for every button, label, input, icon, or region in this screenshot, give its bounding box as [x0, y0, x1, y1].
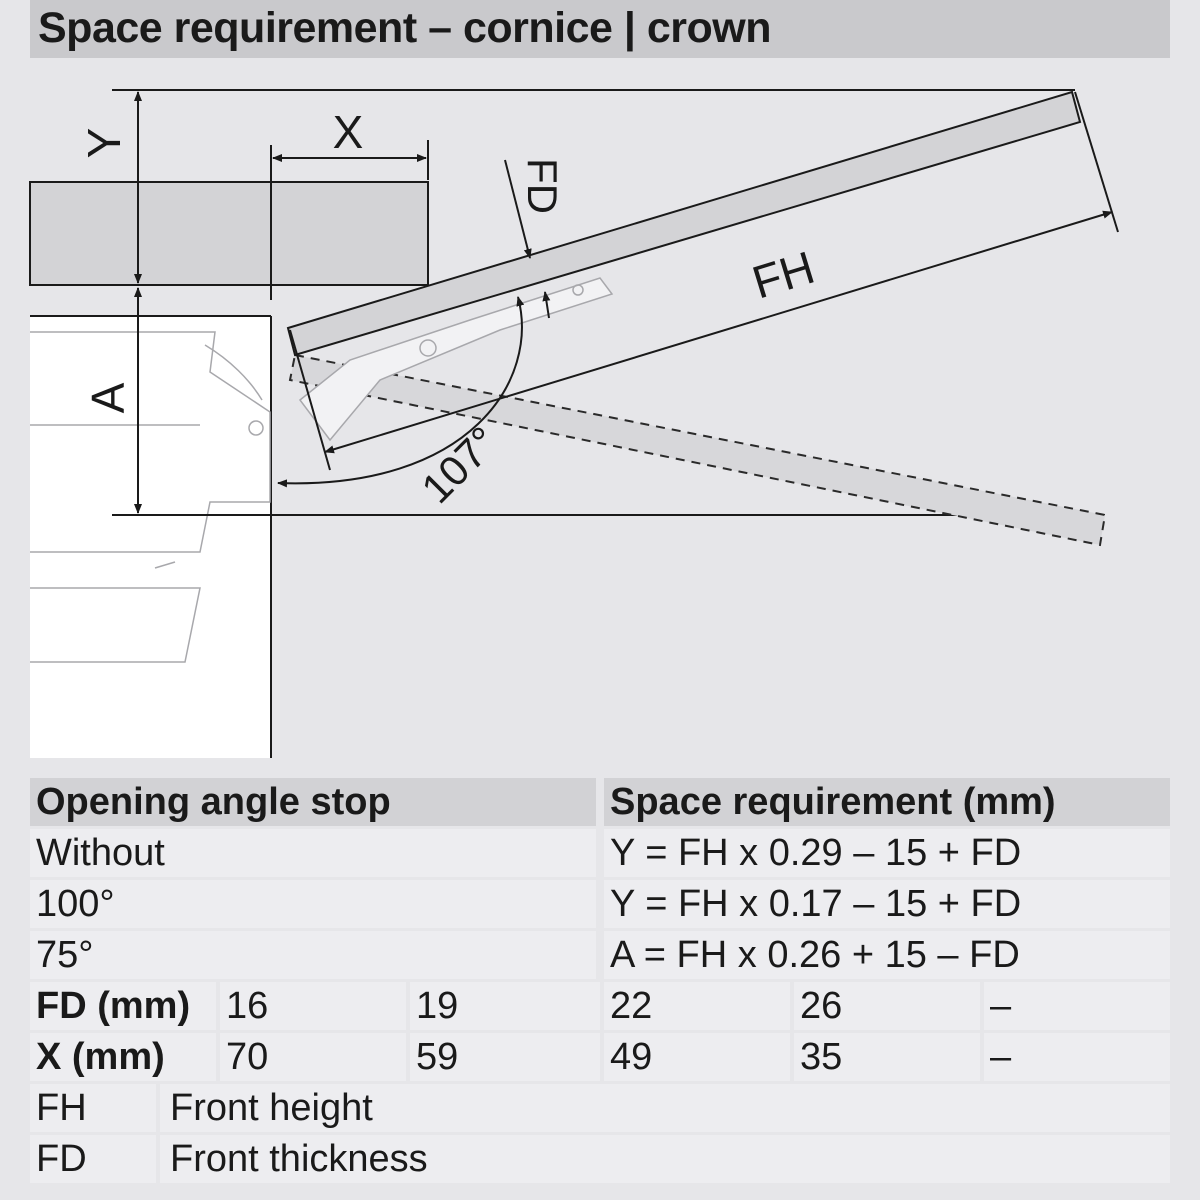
fh-label: FH [746, 240, 821, 309]
space-requirement-table [30, 778, 1170, 1186]
fd-row-label: FD (mm) [30, 982, 216, 1030]
legend-abbr: FH [30, 1084, 156, 1132]
legend-meaning: Front thickness [160, 1135, 1170, 1183]
cornice-block [30, 182, 428, 285]
fd-value: 26 [794, 982, 980, 1030]
x-label: X [332, 106, 364, 158]
space-requirement-diagram [0, 60, 1200, 760]
formula-cell: Y = FH x 0.17 – 15 + FD [604, 880, 1170, 928]
formula-cell: A = FH x 0.26 + 15 – FD [604, 931, 1170, 979]
table-header-row [30, 778, 1170, 826]
x-value: 35 [794, 1033, 980, 1081]
title-bar [30, 0, 1170, 58]
x-value: 59 [410, 1033, 600, 1081]
legend-abbr: FD [30, 1135, 156, 1183]
header-space-requirement: Space requirement (mm) [604, 778, 1170, 826]
angle-label: 107° [412, 417, 508, 513]
header-opening-angle-stop: Opening angle stop [30, 778, 596, 826]
closed-flap-ghost [290, 355, 1105, 545]
x-row-label: X (mm) [30, 1033, 216, 1081]
stop-cell: Without [30, 829, 596, 877]
x-value: – [984, 1033, 1170, 1081]
x-value: 70 [220, 1033, 406, 1081]
fh-top-extension [1075, 92, 1118, 232]
x-row [30, 1033, 1170, 1081]
legend-row [30, 1135, 1170, 1183]
legend-row [30, 1084, 1170, 1132]
table-row [30, 880, 1170, 928]
fd-value: 19 [410, 982, 600, 1030]
x-value: 49 [604, 1033, 790, 1081]
table-row [30, 829, 1170, 877]
fd-value: – [984, 982, 1170, 1030]
fd-value: 22 [604, 982, 790, 1030]
formula-cell: Y = FH x 0.29 – 15 + FD [604, 829, 1170, 877]
legend-meaning: Front height [160, 1084, 1170, 1132]
table-row [30, 931, 1170, 979]
stop-cell: 75° [30, 931, 596, 979]
page-title: Space requirement – cornice | crown [38, 4, 771, 52]
stop-cell: 100° [30, 880, 596, 928]
fd-value: 16 [220, 982, 406, 1030]
fd-row [30, 982, 1170, 1030]
a-label: A [82, 382, 134, 414]
cabinet-side-panel [30, 316, 271, 758]
fd-label: FD [519, 158, 566, 214]
y-label: Y [78, 127, 130, 159]
